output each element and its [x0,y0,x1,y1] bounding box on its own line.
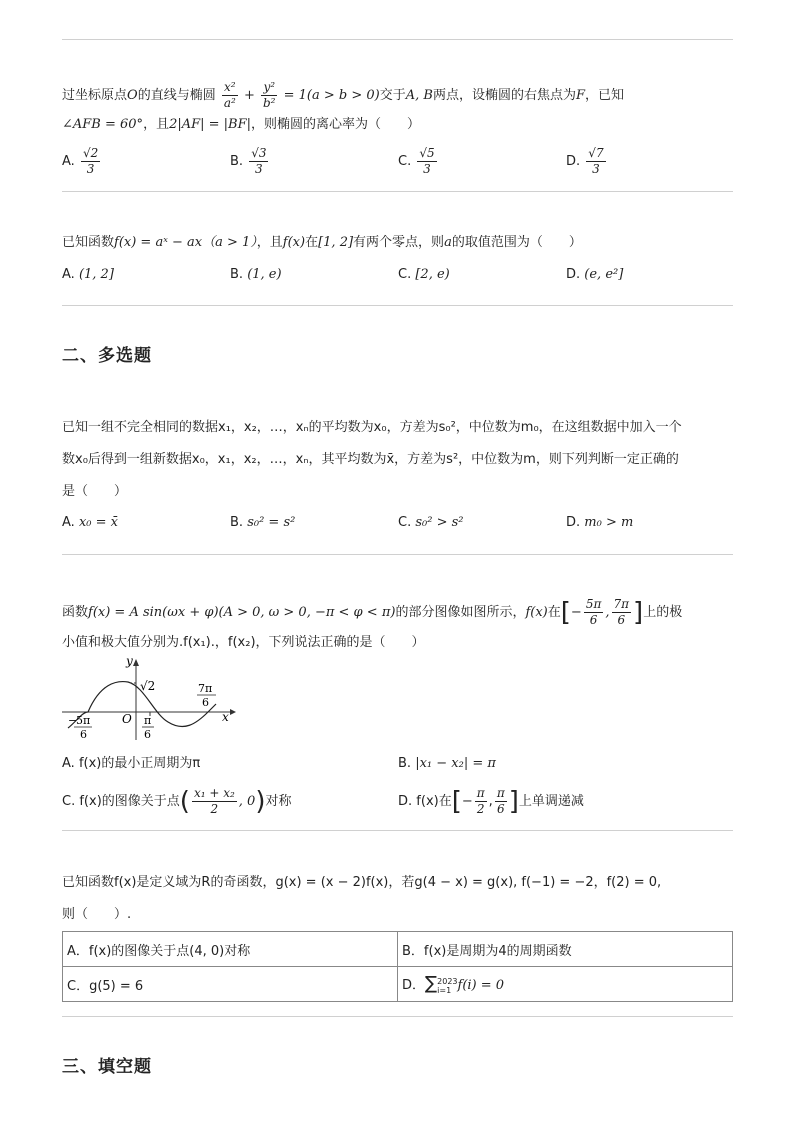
option-b[interactable]: B．f(x)是周期为4的周期函数 [398,932,733,967]
option-c[interactable]: C. s₀² > s² [398,515,464,530]
x-axis-label: x [222,710,229,724]
y-axis-arrow [133,659,139,666]
left-zero-minus: − [68,714,78,727]
question-1-stem-line2: ∠AFB = 60°，且2|AF| = |BF|，则椭圆的离心率为（ ） [62,117,421,132]
option-a[interactable]: A. f(x)的最小正周期为π [62,756,201,771]
option-a[interactable]: A. $\frac{√2}{3}$ [62,146,99,176]
divider [62,191,733,192]
option-d[interactable]: D. m₀ > m [566,515,634,530]
question-3-stem-line2: 数x₀后得到一组新数据x₀，x₁，x₂，…，xₙ，其平均数为x̄，方差为s²，中位数为m，则下列判断一定正确的 [62,452,679,467]
question-2-stem: 已知函数f(x) = aˣ − ax（a > 1），且f(x)在[1, 2]有两个零点，则a的取值范围为（ ） [62,235,582,250]
right-zero-den: 6 [202,696,209,709]
y-axis-label: y [126,654,133,668]
tick-den: 6 [144,728,151,741]
option-a[interactable]: A．f(x)的图像关于点(4, 0)对称 [63,932,398,967]
fraction: $\frac{\text{y²}}{\text{b²}}$ [263,80,276,110]
option-d[interactable]: D. (e, e²] [566,267,624,282]
option-a[interactable]: A. x₀ = x̄ [62,515,118,530]
x-axis-arrow [230,709,236,715]
divider [62,1016,733,1017]
option-c[interactable]: C．g(5) = 6 [63,967,398,1002]
section-heading: 二、多选题 [62,346,152,366]
question-5-stem: 已知函数f(x)是定义域为R的奇函数，g(x) = (x − 2)f(x)，若g(4 − x) = g(x), f(−1) = −2，f(2) = 0, [62,875,662,890]
divider [62,554,733,555]
question-3-stem: 已知一组不完全相同的数据x₁，x₂，…，xₙ的平均数为x₀，方差为s₀²，中位数为m₀，在这组数据中加入一个 [62,420,682,435]
option-b[interactable]: B. $\frac{√3}{3}$ [230,146,267,176]
section-heading: 三、填空题 [62,1057,152,1077]
option-c[interactable]: C. $\frac{√5}{3}$ [398,146,435,176]
left-zero-den: 6 [80,728,87,741]
question-5-stem-line2: 则（ ）. [62,907,132,922]
option-b[interactable]: B. (1, e) [230,267,282,282]
option-c[interactable]: C. [2, e) [398,267,450,282]
sine-graph [60,654,240,744]
left-zero-num: 5π [76,714,91,727]
question-4-stem: 函数f(x) = A sin(ωx + φ)(A > 0, ω > 0, −π < φ < π)的部分图像如图所示，f(x)在[− $\frac{5\pi}{6}$ , $\frac{7\pi}{6}$ ]上的极 [62,597,683,628]
tick-num: π [144,714,152,727]
divider [62,39,733,40]
question-1-stem: 过坐标原点O的直线与椭圆 $\frac{\text{x²}}{\text{a²}}$ + $\frac{\text{y²}}{\text{b²}}$ = 1(a > b > 0)交于A, B两点，设椭圆的右焦点为F，已知 [62,80,625,110]
option-d[interactable]: D. f(x)在[− $\frac{\pi}{2}$ , $\frac{\pi}{6}$ ]上单调递减 [398,786,584,817]
question-4-stem-line2: 小值和极大值分别为.f(x₁).，f(x₂)，下列说法正确的是（ ） [62,635,425,650]
answer-table [62,931,733,1002]
origin-label: O [122,712,132,726]
fraction: $\frac{\text{x²}}{\text{a²}}$ [223,80,236,110]
question-3-stem-line3: 是（ ） [62,484,128,499]
option-c[interactable]: C. f(x)的图像关于点( $\frac{\text{x₁ + x₂}}{2}$ , 0)对称 [62,786,292,817]
option-b[interactable]: B. |x₁ − x₂| = π [398,756,496,771]
option-d[interactable]: D．∑ 2023 i=1 f(i) = 0 [398,967,733,1002]
divider [62,305,733,306]
option-a[interactable]: A. (1, 2] [62,267,114,282]
divider [62,830,733,831]
option-d[interactable]: D. $\frac{√7}{3}$ [566,146,604,176]
max-label: √2 [140,679,156,693]
right-zero-num: 7π [198,682,213,695]
option-b[interactable]: B. s₀² = s² [230,515,296,530]
